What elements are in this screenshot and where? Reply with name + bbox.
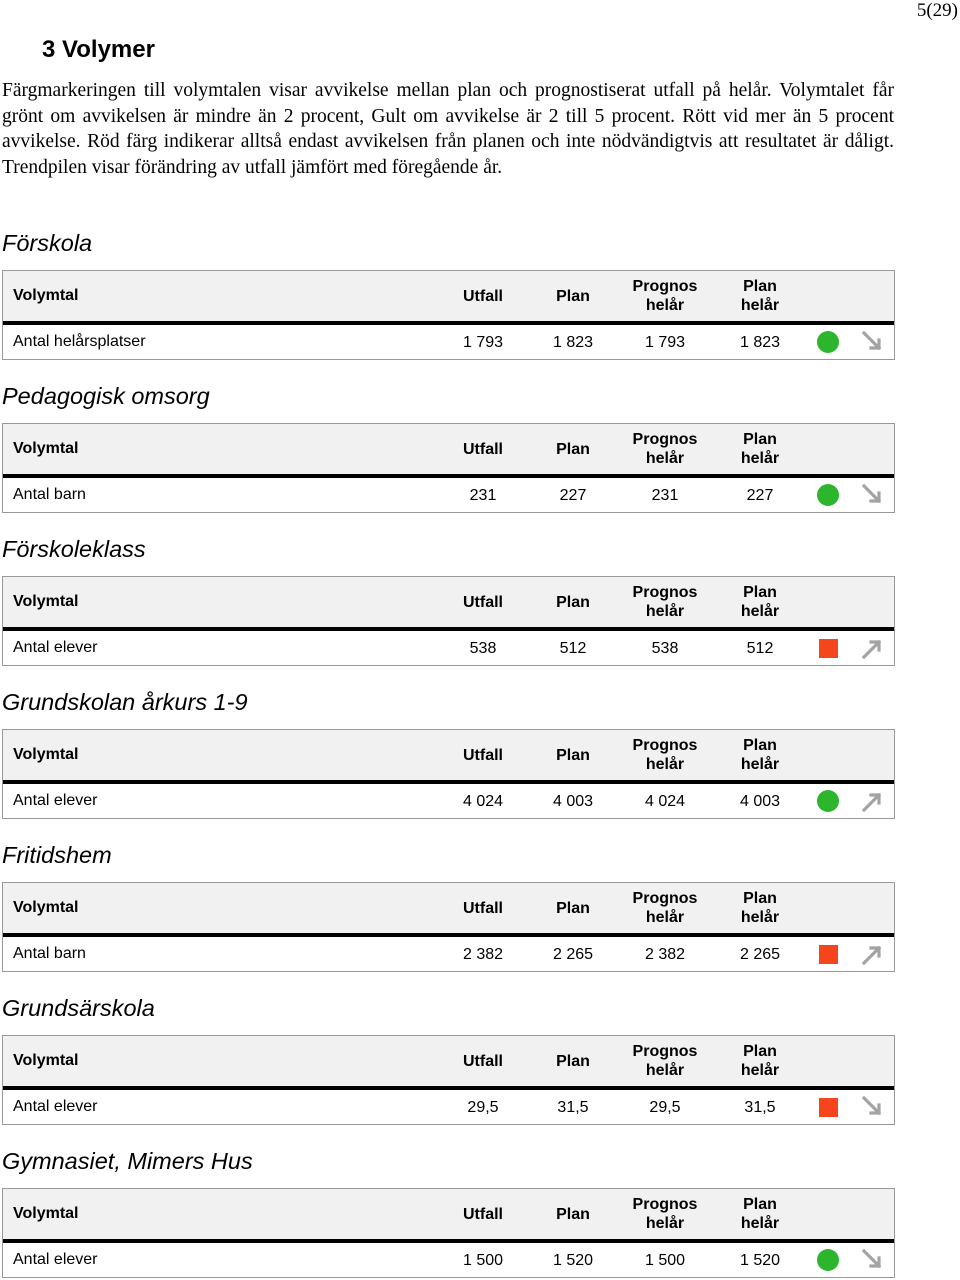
cell-prognos-helar: 1 793 [644,333,686,351]
cell-prognos-helar: 4 024 [644,792,686,810]
trend-arrow-up-icon [861,789,885,813]
header-utfall: Utfall [463,746,503,764]
trend-cell [853,942,893,966]
cell-plan: 1 520 [552,1251,594,1269]
status-cell [803,1098,853,1117]
section-title: Förskoleklass [2,536,146,562]
header-plan: Plan [556,287,590,305]
status-green-dot-icon [817,331,839,353]
status-green-dot-icon [817,484,839,506]
header-prognos-line1: Prognos [632,584,698,601]
table-header [3,883,894,937]
header-plan: Plan [556,1052,590,1070]
cell-plan-helar: 512 [746,639,774,657]
cell-prognos-helar: 2 382 [644,945,686,963]
trend-arrow-down-icon [861,483,885,507]
header-prognos-line2: helår [645,603,685,620]
header-plan-helar-line2: helår [740,450,780,467]
trend-cell [853,330,893,354]
header-plan: Plan [556,746,590,764]
page-number: 5(29) [916,0,958,21]
status-cell [803,1249,853,1271]
trend-cell [853,789,893,813]
cell-utfall: 2 382 [462,945,504,963]
status-cell [803,639,853,658]
header-prognos-line2: helår [645,756,685,773]
cell-plan: 512 [559,639,587,657]
status-cell [803,790,853,812]
header-prognos-line1: Prognos [632,1196,698,1213]
header-plan-helar-line1: Plan [743,1043,777,1060]
table-row [3,325,894,359]
section-title: Pedagogisk omsorg [2,383,210,409]
header-plan-helar-line1: Plan [743,737,777,754]
header-prognos-helar [613,889,717,927]
header-plan-helar-line1: Plan [743,584,777,601]
trend-cell [853,636,893,660]
header-prognos-helar [613,1195,717,1233]
status-cell [803,484,853,506]
section [2,228,895,360]
status-green-dot-icon [817,1249,839,1271]
row-label: Antal helårsplatser [13,333,146,350]
section-title: Fritidshem [2,842,112,868]
header-plan-helar [717,1042,803,1080]
table-row [3,1090,894,1124]
header-plan-helar-line2: helår [740,1215,780,1232]
header-plan-helar [717,889,803,927]
cell-prognos-helar: 231 [651,486,679,504]
header-plan-helar [717,583,803,621]
section-title: Förskola [2,230,93,256]
status-cell [803,331,853,353]
header-prognos-line1: Prognos [632,890,698,907]
header-plan-helar [717,430,803,468]
table-header [3,1036,894,1090]
cell-utfall: 1 793 [462,333,504,351]
table-header [3,730,894,784]
trend-arrow-down-icon [861,1095,885,1119]
header-plan-helar-line2: helår [740,297,780,314]
cell-utfall: 4 024 [462,792,504,810]
row-label: Antal elever [13,639,98,656]
status-cell [803,945,853,964]
section-title: Gymnasiet, Mimers Hus [2,1148,253,1174]
header-utfall: Utfall [463,1205,503,1223]
volume-table [2,1035,895,1125]
header-volymtal: Volymtal [13,899,79,916]
cell-utfall: 231 [469,486,497,504]
cell-prognos-helar: 1 500 [644,1251,686,1269]
header-prognos-line1: Prognos [632,1043,698,1060]
header-plan: Plan [556,899,590,917]
header-prognos-line2: helår [645,1215,685,1232]
header-utfall: Utfall [463,287,503,305]
cell-utfall: 29,5 [467,1098,499,1116]
header-utfall: Utfall [463,593,503,611]
header-prognos-helar [613,583,717,621]
header-prognos-line2: helår [645,297,685,314]
header-prognos-line1: Prognos [632,737,698,754]
header-plan-helar [717,277,803,315]
row-label: Antal barn [13,486,86,503]
volume-table [2,270,895,360]
cell-plan: 1 823 [552,333,594,351]
header-prognos-line1: Prognos [632,278,698,295]
cell-utfall: 538 [469,639,497,657]
header-prognos-line1: Prognos [632,431,698,448]
cell-plan: 4 003 [552,792,594,810]
header-utfall: Utfall [463,1052,503,1070]
section-title: Grundskolan årkurs 1-9 [2,689,248,715]
row-label: Antal elever [13,792,98,809]
header-prognos-helar [613,736,717,774]
section [2,381,895,513]
header-plan-helar-line2: helår [740,909,780,926]
section [2,534,895,666]
header-prognos-helar [613,430,717,468]
header-volymtal: Volymtal [13,440,79,457]
header-plan-helar-line2: helår [740,756,780,773]
table-header [3,1189,894,1243]
section [2,1146,895,1278]
header-prognos-line2: helår [645,909,685,926]
section [2,687,895,819]
status-red-square-icon [819,639,838,658]
table-header [3,271,894,325]
cell-plan-helar: 227 [746,486,774,504]
header-volymtal: Volymtal [13,287,79,304]
header-prognos-line2: helår [645,450,685,467]
table-row [3,478,894,512]
header-plan-helar-line1: Plan [743,890,777,907]
cell-prognos-helar: 29,5 [649,1098,681,1116]
cell-plan-helar: 4 003 [739,792,781,810]
trend-cell [853,1095,893,1119]
header-utfall: Utfall [463,899,503,917]
volume-table [2,423,895,513]
header-volymtal: Volymtal [13,746,79,763]
table-row [3,937,894,971]
cell-utfall: 1 500 [462,1251,504,1269]
cell-plan: 31,5 [557,1098,589,1116]
section [2,840,895,972]
trend-arrow-up-icon [861,636,885,660]
header-plan-helar-line2: helår [740,1062,780,1079]
cell-plan-helar: 1 520 [739,1251,781,1269]
table-row [3,1243,894,1277]
status-red-square-icon [819,1098,838,1117]
cell-plan: 227 [559,486,587,504]
intro-paragraph: Färgmarkeringen till volymtalen visar avvikelse mellan plan och prognostiserat utfall på helår. Volymtalet får grönt om avvikelsen är mindre än 2 procent, Gult om avvikelse är 2 till 5 procent. Rött vid mer än 5 procent avvikelse. Röd färg indikerar alltså endast avvikelsen från planen och inte nödvändigtvis att resultatet är dåligt. Trendpilen visar förändring av utfall jämfört med föregående år. [2,80,894,178]
header-plan-helar-line1: Plan [743,1196,777,1213]
row-label: Antal barn [13,945,86,962]
cell-plan: 2 265 [552,945,594,963]
chapter-title: 3 Volymer [42,36,155,63]
header-utfall: Utfall [463,440,503,458]
volume-table [2,882,895,972]
section-title: Grundsärskola [2,995,155,1021]
volume-table [2,729,895,819]
section [2,993,895,1125]
volume-table [2,576,895,666]
header-volymtal: Volymtal [13,1205,79,1222]
table-header [3,577,894,631]
table-header [3,424,894,478]
header-prognos-line2: helår [645,1062,685,1079]
trend-cell [853,483,893,507]
header-plan: Plan [556,440,590,458]
cell-prognos-helar: 538 [651,639,679,657]
table-row [3,784,894,818]
row-label: Antal elever [13,1251,98,1268]
header-volymtal: Volymtal [13,1052,79,1069]
cell-plan-helar: 31,5 [744,1098,776,1116]
status-green-dot-icon [817,790,839,812]
header-volymtal: Volymtal [13,593,79,610]
header-prognos-helar [613,277,717,315]
trend-arrow-up-icon [861,942,885,966]
cell-plan-helar: 2 265 [739,945,781,963]
header-plan: Plan [556,1205,590,1223]
volume-table [2,1188,895,1278]
cell-plan-helar: 1 823 [739,333,781,351]
header-plan-helar-line2: helår [740,603,780,620]
header-plan-helar-line1: Plan [743,431,777,448]
header-plan: Plan [556,593,590,611]
status-red-square-icon [819,945,838,964]
table-row [3,631,894,665]
header-prognos-helar [613,1042,717,1080]
row-label: Antal elever [13,1098,98,1115]
trend-cell [853,1248,893,1272]
trend-arrow-down-icon [861,1248,885,1272]
header-plan-helar [717,736,803,774]
header-plan-helar [717,1195,803,1233]
trend-arrow-down-icon [861,330,885,354]
header-plan-helar-line1: Plan [743,278,777,295]
